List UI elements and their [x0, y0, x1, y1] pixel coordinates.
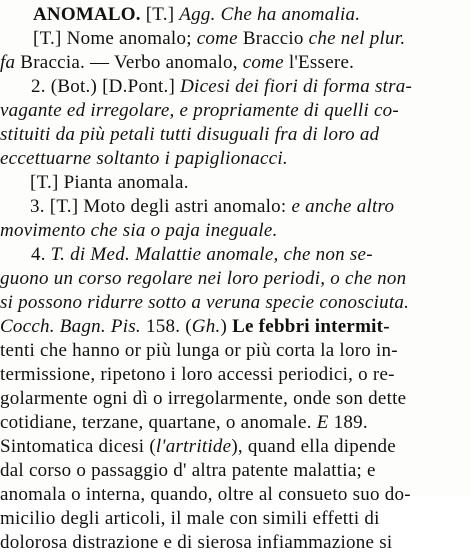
text-line	[0, 267, 406, 291]
text-segment: si possono ridurre sotto a veruna specie conosciuta.	[0, 292, 410, 313]
text-line	[0, 291, 409, 315]
text-segment: e anche altro	[291, 196, 395, 217]
text-segment: movimento che sia o paja ineguale.	[0, 220, 278, 241]
text-line	[0, 435, 396, 459]
headword: ANOMALO.	[33, 4, 141, 25]
text-segment: Agg. Che ha anomalia.	[179, 4, 361, 25]
text-segment: vagante ed irregolare, e propriamente di quelli co-	[0, 100, 399, 121]
text-segment: eccettuarne soltanto i papiglionacci.	[0, 148, 288, 169]
text-segment: 158. (	[140, 316, 192, 337]
text-segment: [T.]	[140, 4, 180, 25]
text-segment: cotidiane, terzane, quartane, o anomale.	[0, 412, 317, 433]
text-line	[31, 75, 412, 99]
text-segment: T. di Med. Malattie anomale, che non se-	[50, 244, 373, 265]
text-segment: Dicesi dei fiori di forma stra-	[180, 76, 413, 97]
text-line	[0, 387, 406, 411]
text-segment: l'artritide	[155, 436, 232, 457]
text-line	[31, 243, 373, 267]
text-segment: Gh.	[191, 316, 221, 337]
text-line	[0, 531, 392, 555]
text-segment: dal corso o passaggio d' altra patente malattia; e	[0, 460, 376, 481]
text-segment: stituiti da più petali tutti disuguali fra di loro ad	[0, 124, 380, 145]
text-segment: 189.	[328, 412, 368, 433]
text-segment: E	[316, 412, 329, 433]
text-segment: l'Essere.	[283, 52, 355, 73]
text-line	[0, 507, 380, 531]
text-segment: ), quand ella dipende	[231, 436, 396, 457]
text-line	[0, 339, 398, 363]
text-segment: Braccia. — Verbo anomalo,	[15, 52, 243, 73]
text-line	[30, 171, 189, 195]
text-line	[33, 27, 405, 51]
text-segment: anomala o interna, quando, oltre al consueto suo do-	[0, 484, 411, 505]
text-segment: come	[242, 52, 284, 73]
text-line	[0, 483, 411, 507]
text-segment: Cocch. Bagn. Pis.	[0, 316, 141, 337]
text-segment: micilio degli articoli, il male con simili effetti di	[0, 508, 380, 529]
text-segment: termissione, ripetono i loro accessi periodici, o re-	[0, 364, 395, 385]
text-line	[0, 147, 288, 171]
text-segment: guono un corso regolare nei loro periodi, o che non	[0, 268, 407, 289]
text-segment: dolorosa distrazione e di sierosa infiammazione si	[0, 532, 393, 553]
text-segment: golarmente ogni dì o irregolarmente, onde son dette	[0, 388, 407, 409]
text-segment: )	[220, 316, 233, 337]
text-segment: come	[196, 28, 238, 49]
text-line	[0, 459, 376, 483]
text-line	[30, 195, 394, 219]
text-segment: Le febbri intermit-	[232, 316, 390, 337]
text-line	[0, 51, 354, 75]
text-line	[0, 411, 368, 435]
text-segment: [T.] Nome anomalo;	[33, 28, 197, 49]
text-segment: tenti che hanno or più lunga or più corta la loro in-	[0, 340, 398, 361]
text-segment: fa	[0, 52, 16, 73]
text-line	[0, 315, 390, 339]
text-line	[0, 99, 399, 123]
text-segment: 2. (Bot.) [D.Pont.]	[31, 76, 181, 97]
text-segment: Braccio	[237, 28, 309, 49]
text-line	[0, 123, 379, 147]
text-segment: 4.	[31, 244, 51, 265]
text-segment: che nel plur.	[308, 28, 406, 49]
text-segment: 3. [T.] Moto degli astri anomalo:	[30, 196, 292, 217]
text-segment: [T.] Pianta anomala.	[30, 172, 189, 193]
text-line	[0, 219, 278, 243]
text-segment: Sintomatica dicesi (	[0, 436, 156, 457]
text-line	[33, 3, 360, 27]
text-line	[0, 363, 395, 387]
